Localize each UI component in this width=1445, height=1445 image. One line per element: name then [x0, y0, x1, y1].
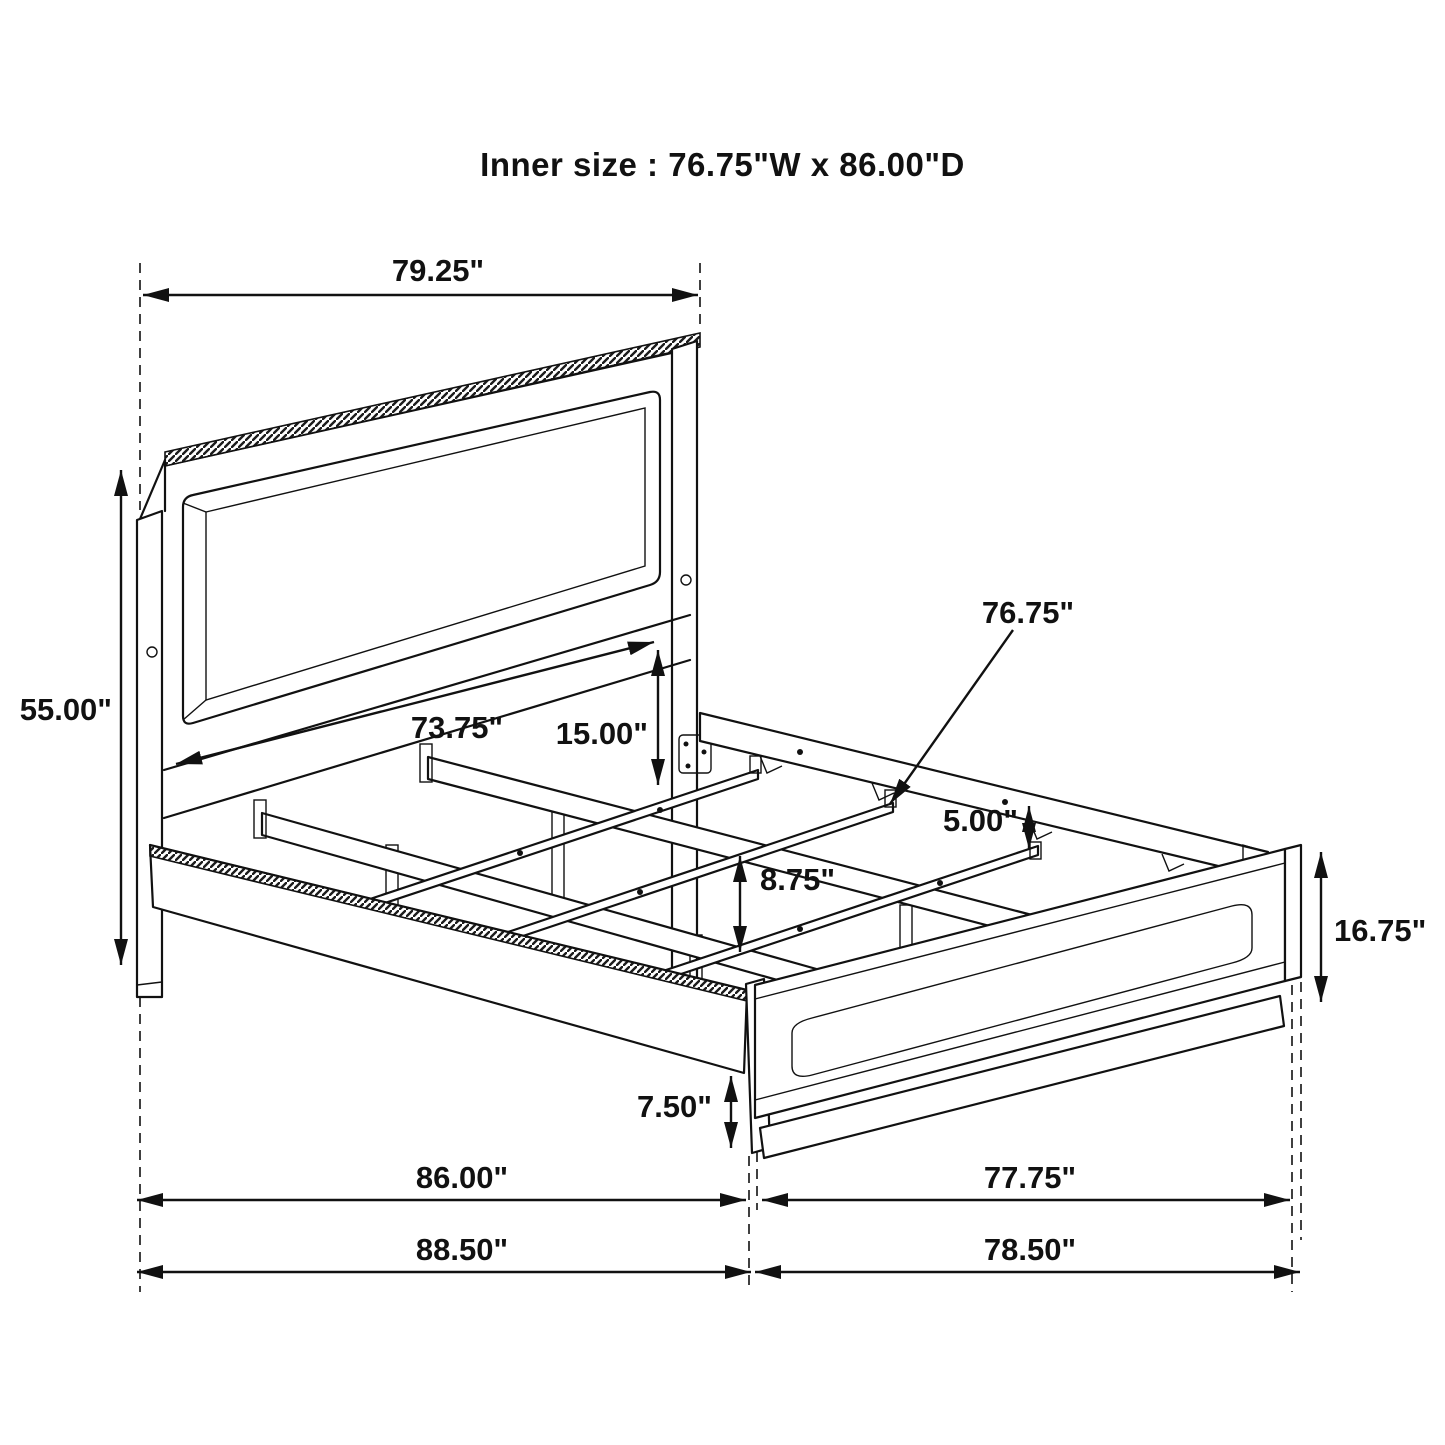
label-panel-width: 73.75" — [410, 710, 504, 745]
label-headboard-to-slat: 15.00" — [555, 716, 648, 751]
extension-lines — [140, 263, 1301, 1292]
label-footboard-height: 16.75" — [1334, 913, 1427, 948]
headboard-left-post — [137, 511, 162, 997]
label-side-rail-length: 86.00" — [415, 1160, 509, 1195]
footboard-end-cap — [1285, 845, 1301, 981]
label-headboard-width: 79.25" — [391, 253, 485, 288]
headboard-right-post — [672, 341, 697, 1011]
support-leg — [552, 800, 564, 905]
label-footboard-width: 77.75" — [983, 1160, 1077, 1195]
label-floor-clearance: 7.50" — [636, 1089, 712, 1124]
diagram-title: Inner size : 76.75"W x 86.00"D — [480, 146, 965, 183]
label-slat-recess: 5.00" — [942, 803, 1018, 838]
dimension-labels — [20, 253, 1427, 1267]
label-headboard-height: 55.00" — [19, 692, 112, 727]
label-inner-width: 76.75" — [981, 595, 1075, 630]
label-overall-width: 78.50" — [983, 1232, 1077, 1267]
label-overall-length: 88.50" — [415, 1232, 509, 1267]
label-center-rail-gap: 8.75" — [760, 862, 836, 897]
